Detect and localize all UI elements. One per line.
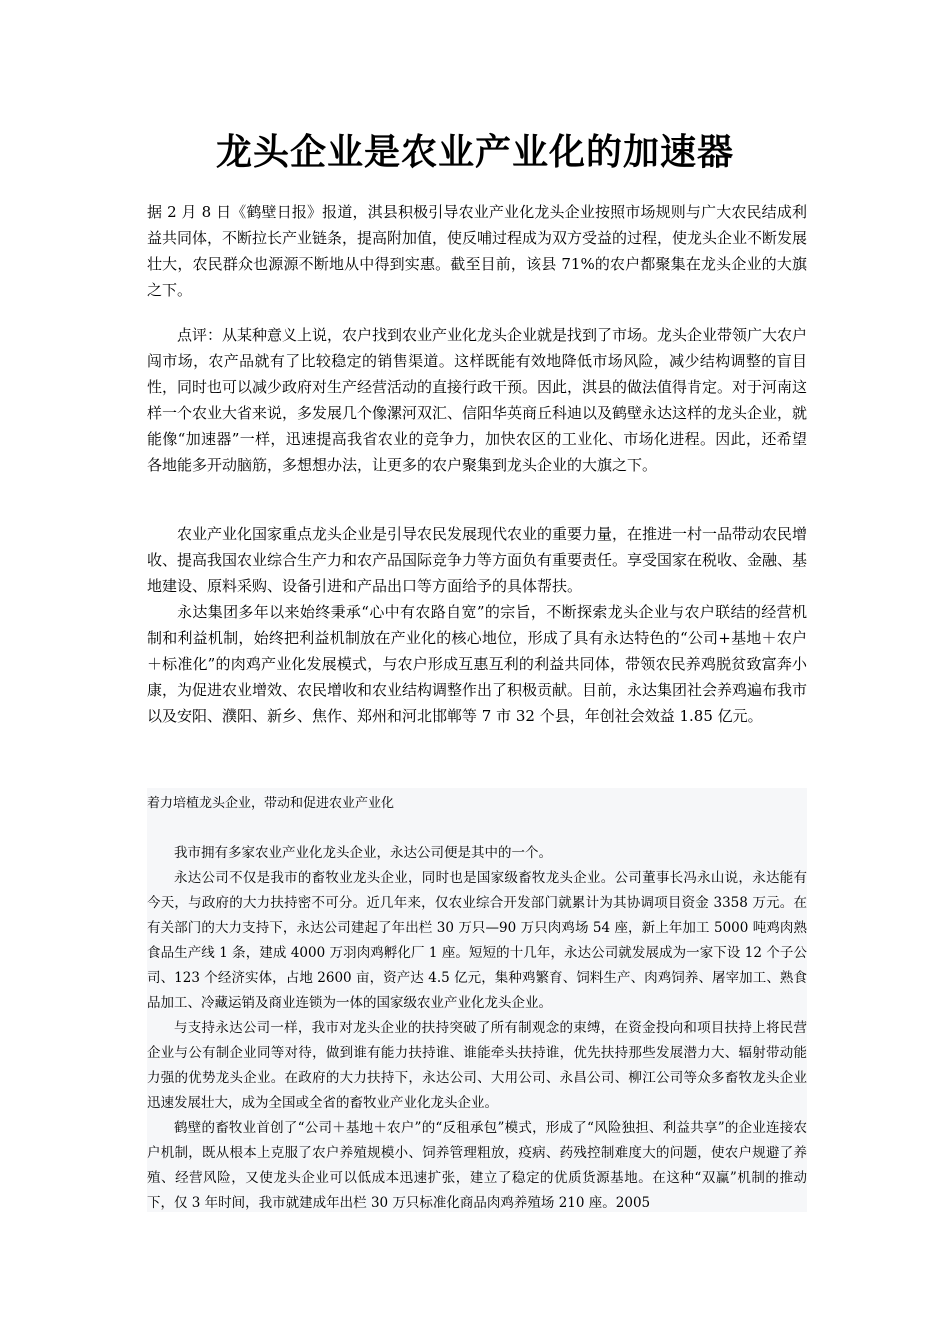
document-title: 龙头企业是农业产业化的加速器 <box>215 132 734 173</box>
paragraph-text: 农业产业化国家重点龙头企业是引导农民发展现代农业的重要力量，在推进一村一品带动农民增收、提高我国农业综合生产力和农产品国际竞争力等方面负有重要责任。享受国家在税收、金融、基地建设、原料采购、设备引进和产品出口等方面给予的具体帮扶。 <box>147 525 808 595</box>
excerpt-body <box>147 841 807 1216</box>
paragraph-text: 据 2 月 8 日《鹤壁日报》报道，淇县积极引导农业产业化龙头企业按照市场规则与广大农民结成利益共同体，不断拉长产业链条，提高附加值，使反哺过程成为双方受益的过程，使龙头企业不断发展壮大，农民群众也源源不断地从中得到实惠。截至目前，该县 71%的农户都聚集在龙头企业的大旗之下。 <box>147 203 808 299</box>
paragraph-group-yongda <box>147 521 807 729</box>
paragraph-text: 点评：从某种意义上说，农户找到农业产业化龙头企业就是找到了市场。龙头企业带领广大农户闯市场，农产品就有了比较稳定的销售渠道。这样既能有效地降低市场风险，减少结构调整的盲目性，同时也可以减少政府对生产经营活动的直接行政干预。因此，淇县的做法值得肯定。对于河南这样一个农业大省来说，多发展几个像漯河双汇、信阳华英商丘科迪以及鹤壁永达这样的龙头企业，就能像“加速器”一样，迅速提高我省农业的竞争力，加快农区的工业化、市场化进程。因此，还希望各地能多开动脑筋，多想想办法，让更多的农户聚集到龙头企业的大旗之下。 <box>147 326 808 474</box>
excerpt-paragraph: 与支持永达公司一样，我市对龙头企业的扶持突破了所有制观念的束缚，在资金投向和项目扶持上将民营企业与公有制企业同等对待，做到谁有能力扶持谁、谁能牵头扶持谁，优先扶持那些发展潜力大、辐射带动能力强的优势龙头企业。在政府的大力扶持下，永达公司、大用公司、永昌公司、柳江公司等众多畜牧龙头企业迅速发展壮大，成为全国或全省的畜牧业产业化龙头企业。 <box>147 1020 807 1111</box>
excerpt-heading: 着力培植龙头企业，带动和促进农业产业化 <box>147 796 395 811</box>
excerpt-paragraph: 永达公司不仅是我市的畜牧业龙头企业，同时也是国家级畜牧龙头企业。公司董事长冯永山说，永达能有今天，与政府的大力扶持密不可分。近几年来，仅农业综合开发部门就累计为其协调项目资金 3358 万元。在有关部门的大力支持下，永达公司建起了年出栏 30 万只—90 万只肉鸡场 54 座，新上年加工 5000 吨鸡肉熟食品生产线 1 条，建成 4000 万羽肉鸡孵化厂 1 座。短短的十几年，永达公司就发展成为一家下设 12 个子公司、123 个经济实体，占地 2600 亩，资产达 4.5 亿元，集种鸡繁育、饲料生产、肉鸡饲养、屠宰加工、熟食品加工、冷藏运销及商业连锁为一体的国家级农业产业化龙头企业。 <box>147 870 807 1011</box>
paragraph-text: 永达集团多年以来始终秉承“心中有农路自宽”的宗旨，不断探索龙头企业与农户联结的经营机制和利益机制，始终把利益机制放在产业化的核心地位，形成了具有永达特色的“公司+基地＋农户＋标准化”的肉鸡产业化发展模式，与农户形成互惠互利的利益共同体，带领农民养鸡脱贫致富奔小康，为促进农业增效、农民增收和农业结构调整作出了积极贡献。目前，永达集团社会养鸡遍布我市以及安阳、濮阳、新乡、焦作、郑州和河北邯郸等 7 市 32 个县，年创社会效益 1.85 亿元。 <box>147 603 808 725</box>
excerpt-paragraph: 我市拥有多家农业产业化龙头企业，永达公司便是其中的一个。 <box>174 845 552 861</box>
excerpt-paragraph: 鹤壁的畜牧业首创了“公司＋基地＋农户”的“反租承包”模式，形成了“风险独担、利益共享”的企业连接农户机制，既从根本上克服了农户养殖规模小、饲养管理粗放，疫病、药残控制难度大的问题，使农户规避了养殖、经营风险，又使龙头企业可以低成本迅速扩张，建立了稳定的优质货源基地。在这种“双赢”机制的推动下，仅 3 年时间，我市就建成年出栏 30 万只标准化商品肉鸡养殖场 210 座。2005 <box>147 1120 807 1211</box>
paragraph-commentary <box>147 322 807 478</box>
paragraph-intro <box>147 199 807 303</box>
